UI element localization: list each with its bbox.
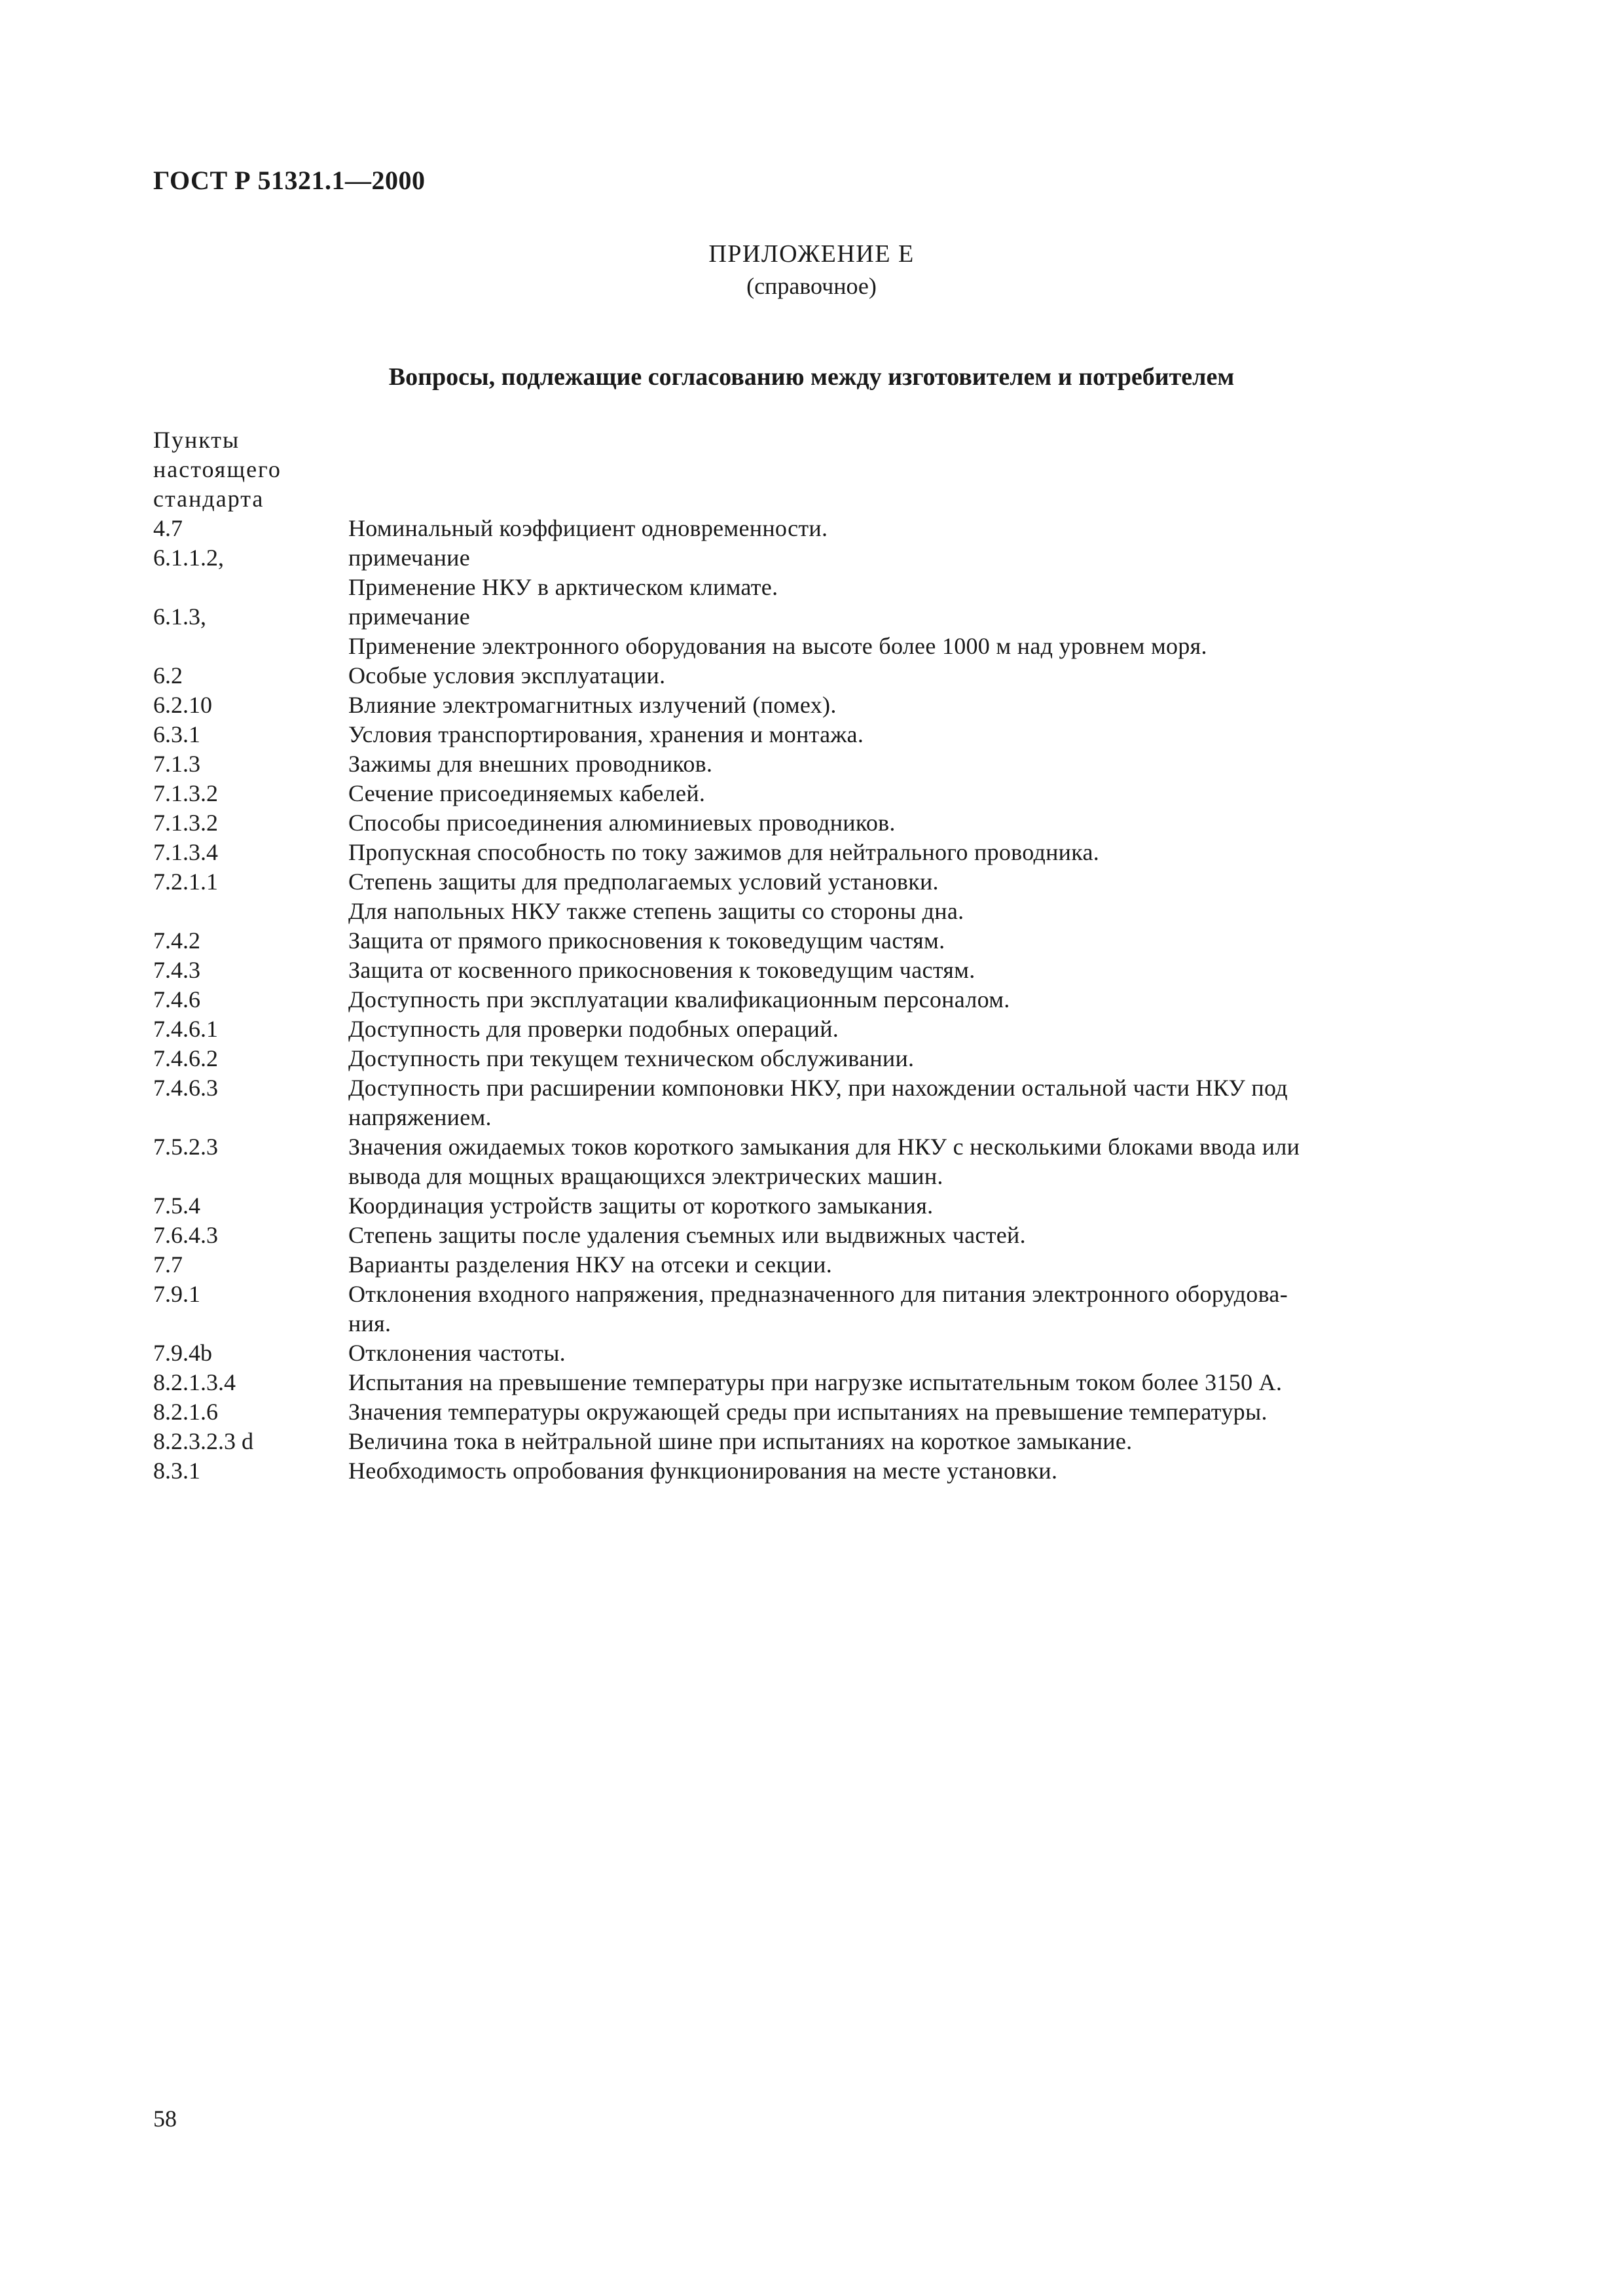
table-row bbox=[153, 1132, 1469, 1191]
description-line: Испытания на превышение температуры при нагрузке испытательным током более 3150 А. bbox=[348, 1369, 1283, 1395]
section-title: Вопросы, подлежащие согласованию между изготовителем и потребителем bbox=[388, 363, 1235, 391]
annex-subtitle: (справочное) bbox=[746, 273, 877, 299]
clause-number: 8.3.1 bbox=[153, 1458, 200, 1484]
description-line: Доступность при эксплуатации квалификационным персоналом. bbox=[348, 986, 1010, 1013]
clause-description bbox=[348, 1456, 1469, 1486]
table-row bbox=[153, 691, 1469, 720]
clause-number: 6.1.3, bbox=[153, 603, 206, 630]
clause-number: 7.6.4.3 bbox=[153, 1222, 218, 1248]
table-row bbox=[153, 543, 1469, 602]
table-row bbox=[153, 1044, 1469, 1073]
description-line: Способы присоединения алюминиевых проводников. bbox=[348, 810, 896, 836]
description-line: Для напольных НКУ также степень защиты со стороны дна. bbox=[348, 898, 964, 924]
clause-description bbox=[348, 691, 1469, 720]
clause-number: 7.1.3.2 bbox=[153, 810, 218, 836]
clause-number: 6.3.1 bbox=[153, 721, 200, 747]
description-line: Доступность при расширении компоновки НКУ, при нахождении остальной части НКУ под bbox=[348, 1075, 1288, 1101]
description-line: напряжением. bbox=[348, 1104, 492, 1130]
clause-number: 8.2.1.6 bbox=[153, 1399, 218, 1425]
table-row bbox=[153, 1456, 1469, 1486]
clause-number: 8.2.1.3.4 bbox=[153, 1369, 236, 1395]
clause-description bbox=[348, 1191, 1469, 1221]
description-line: Применение электронного оборудования на высоте более 1000 м над уровнем моря. bbox=[348, 633, 1207, 659]
clause-number: 7.5.2.3 bbox=[153, 1134, 218, 1160]
description-line: Необходимость опробования функционирования на месте установки. bbox=[348, 1458, 1058, 1484]
table-row bbox=[153, 926, 1469, 956]
description-line: Защита от прямого прикосновения к токоведущим частям. bbox=[348, 927, 945, 954]
table-row bbox=[153, 1338, 1469, 1368]
table-row bbox=[153, 985, 1469, 1014]
annex-title: ПРИЛОЖЕНИЕ Е bbox=[708, 240, 915, 268]
clause-description bbox=[348, 749, 1469, 779]
description-line: Влияние электромагнитных излучений (помех). bbox=[348, 692, 837, 718]
table-row bbox=[153, 1191, 1469, 1221]
clause-description bbox=[348, 838, 1469, 867]
clause-number: 7.9.1 bbox=[153, 1281, 200, 1307]
clause-number: 6.2 bbox=[153, 662, 183, 689]
clause-number: 4.7 bbox=[153, 515, 183, 541]
column-header-line: Пункты bbox=[153, 427, 240, 453]
table-row bbox=[153, 720, 1469, 749]
table-row bbox=[153, 602, 1469, 661]
description-line: Сечение присоединяемых кабелей. bbox=[348, 780, 706, 806]
table-row bbox=[153, 867, 1469, 926]
clause-description bbox=[348, 956, 1469, 985]
description-line: Отклонения входного напряжения, предназначенного для питания электронного оборудова- bbox=[348, 1281, 1288, 1307]
table-row bbox=[153, 514, 1469, 543]
clause-description bbox=[348, 808, 1469, 838]
description-line: Номинальный коэффициент одновременности. bbox=[348, 515, 828, 541]
clause-number: 6.2.10 bbox=[153, 692, 212, 718]
clause-description bbox=[348, 1044, 1469, 1073]
clause-description bbox=[348, 1368, 1469, 1397]
table-row bbox=[153, 956, 1469, 985]
table-row bbox=[153, 1280, 1469, 1338]
column-header-line: стандарта bbox=[153, 486, 264, 512]
clause-number: 7.4.3 bbox=[153, 957, 200, 983]
table-row bbox=[153, 1427, 1469, 1456]
description-line: примечание bbox=[348, 603, 470, 630]
description-line: Доступность при текущем техническом обслуживании. bbox=[348, 1045, 915, 1071]
description-line: Значения температуры окружающей среды при испытаниях на превышение температуры. bbox=[348, 1399, 1267, 1425]
clause-description bbox=[348, 720, 1469, 749]
description-line: Степень защиты для предполагаемых условий установки. bbox=[348, 869, 939, 895]
clause-number: 7.5.4 bbox=[153, 1193, 200, 1219]
table-row bbox=[153, 661, 1469, 691]
page-number: 58 bbox=[153, 2106, 177, 2132]
clause-number: 7.4.6.3 bbox=[153, 1075, 218, 1101]
table-row bbox=[153, 1368, 1469, 1397]
description-line: Применение НКУ в арктическом климате. bbox=[348, 574, 778, 600]
table-row bbox=[153, 1073, 1469, 1132]
table-row bbox=[153, 779, 1469, 808]
clause-description bbox=[348, 1397, 1469, 1427]
table-row bbox=[153, 1221, 1469, 1250]
description-line: Величина тока в нейтральной шине при испытаниях на короткое замыкание. bbox=[348, 1428, 1133, 1454]
clause-description bbox=[348, 543, 1469, 602]
column-header bbox=[153, 425, 337, 514]
clause-description bbox=[348, 779, 1469, 808]
clause-description bbox=[348, 1132, 1469, 1191]
clause-description bbox=[348, 1073, 1469, 1132]
clause-description bbox=[348, 1014, 1469, 1044]
table-row bbox=[153, 1250, 1469, 1280]
clause-description bbox=[348, 1250, 1469, 1280]
description-line: ния. bbox=[348, 1310, 392, 1336]
clause-description bbox=[348, 985, 1469, 1014]
clause-description bbox=[348, 1221, 1469, 1250]
clause-number: 7.4.6.2 bbox=[153, 1045, 218, 1071]
description-line: примечание bbox=[348, 545, 470, 571]
description-line: Особые условия эксплуатации. bbox=[348, 662, 666, 689]
clause-description bbox=[348, 661, 1469, 691]
description-line: Условия транспортирования, хранения и монтажа. bbox=[348, 721, 864, 747]
clause-description bbox=[348, 867, 1469, 926]
description-line: Координация устройств защиты от короткого замыкания. bbox=[348, 1193, 934, 1219]
document-identifier: ГОСТ Р 51321.1—2000 bbox=[153, 166, 426, 195]
clause-number: 7.7 bbox=[153, 1251, 183, 1278]
table-row bbox=[153, 838, 1469, 867]
clause-number: 7.4.2 bbox=[153, 927, 200, 954]
clause-description bbox=[348, 926, 1469, 956]
clause-number: 7.1.3.2 bbox=[153, 780, 218, 806]
clause-number: 6.1.1.2, bbox=[153, 545, 224, 571]
table-rows bbox=[153, 514, 1469, 1486]
description-line: Варианты разделения НКУ на отсеки и секции. bbox=[348, 1251, 833, 1278]
description-line: Доступность для проверки подобных операций. bbox=[348, 1016, 839, 1042]
clause-number: 7.4.6 bbox=[153, 986, 200, 1013]
table-row bbox=[153, 808, 1469, 838]
description-line: Защита от косвенного прикосновения к токоведущим частям. bbox=[348, 957, 976, 983]
clause-number: 7.1.3.4 bbox=[153, 839, 218, 865]
description-line: Отклонения частоты. bbox=[348, 1340, 566, 1366]
column-header-line: настоящего bbox=[153, 456, 282, 482]
description-line: Зажимы для внешних проводников. bbox=[348, 751, 713, 777]
description-line: Пропускная способность по току зажимов для нейтрального проводника. bbox=[348, 839, 1100, 865]
table-row bbox=[153, 1014, 1469, 1044]
clause-number: 7.4.6.1 bbox=[153, 1016, 218, 1042]
description-line: Степень защиты после удаления съемных или выдвижных частей. bbox=[348, 1222, 1026, 1248]
clause-description bbox=[348, 1280, 1469, 1338]
clause-description bbox=[348, 514, 1469, 543]
table-row bbox=[153, 749, 1469, 779]
clause-description bbox=[348, 1427, 1469, 1456]
table-row bbox=[153, 1397, 1469, 1427]
description-line: вывода для мощных вращающихся электрических машин. bbox=[348, 1163, 943, 1189]
clause-description bbox=[348, 1338, 1469, 1368]
clause-description bbox=[348, 602, 1469, 661]
clause-number: 7.2.1.1 bbox=[153, 869, 218, 895]
clause-number: 8.2.3.2.3 d bbox=[153, 1428, 253, 1454]
description-line: Значения ожидаемых токов короткого замыкания для НКУ с несколькими блоками ввода или bbox=[348, 1134, 1300, 1160]
clause-number: 7.1.3 bbox=[153, 751, 200, 777]
clause-number: 7.9.4b bbox=[153, 1340, 212, 1366]
clauses-table bbox=[153, 425, 1469, 1486]
